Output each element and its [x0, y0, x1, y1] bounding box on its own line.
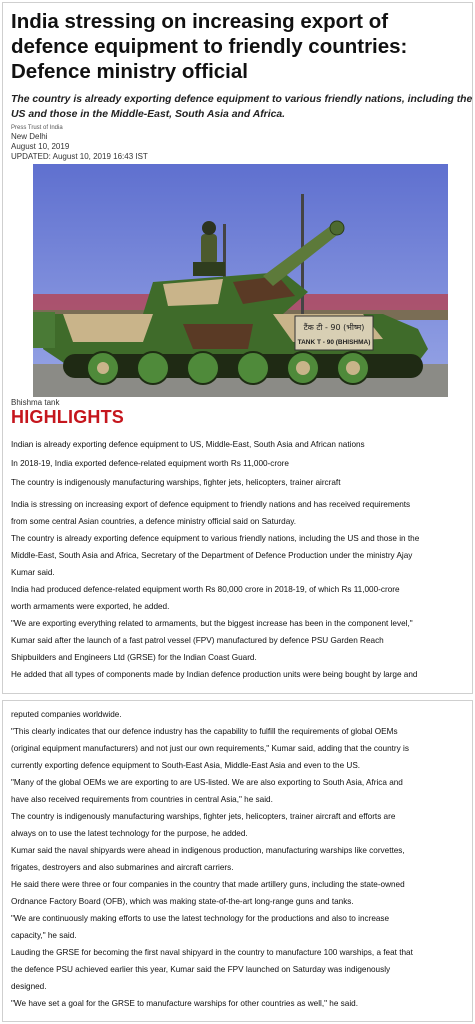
news-agency: Press Trust of India	[11, 125, 63, 131]
body-line: reputed companies worldwide.	[11, 710, 122, 719]
body-line: from some central Asian countries, a defence ministry official said on Saturday.	[11, 517, 297, 526]
article-page-1	[2, 2, 473, 694]
body-line: frigates, destroyers and also submarines and aircraft carriers.	[11, 863, 234, 872]
highlight-item: In 2018-19, India exported defence-related equipment worth Rs 11,000-crore	[11, 459, 289, 468]
highlight-item: Indian is already exporting defence equipment to US, Middle-East, South Asia and African nations	[11, 440, 365, 449]
article-body-part2	[11, 706, 471, 1012]
highlights-list	[11, 435, 471, 492]
body-line: have also received requirements from countries in central Asia," he said.	[11, 795, 273, 804]
article-page-2	[2, 700, 473, 1022]
article-meta	[11, 124, 148, 162]
article-headline	[11, 9, 471, 84]
body-line: currently exporting defence equipment to South-East Asia, Middle-East Asia and even to the US.	[11, 761, 361, 770]
tank-plate-hindi: टैंक टी - 90 (भीष्म)	[303, 323, 365, 332]
photo-caption: Bhishma tank	[11, 398, 60, 407]
body-line: Kumar said the naval shipyards were ahead in indigenous production, manufacturing warships like corvettes,	[11, 846, 405, 855]
body-line: India had produced defence-related equipment worth Rs 80,000 crore in 2018-19, of which Rs 11,000-crore	[11, 585, 400, 594]
body-line: Kumar said after the launch of a fast patrol vessel (FPV) manufactured by defence PSU Garden Reach	[11, 636, 384, 645]
body-line: He said there were three or four companies in the country that made artillery guns, including the state-owned	[11, 880, 405, 889]
body-line: (original equipment manufacturers) and not just our own requirements," Kumar said, adding that the country is	[11, 744, 409, 753]
article-summary	[11, 92, 473, 122]
headline-line: defence equipment to friendly countries:	[11, 35, 408, 58]
publish-date: August 10, 2019	[11, 142, 70, 151]
body-line: Ordnance Factory Board (OFB), which was making state-of-the-art long-range guns and tanks.	[11, 897, 354, 906]
body-line: Lauding the GRSE for becoming the first naval shipyard in the country to manufacture 100 warships, a feat that	[11, 948, 413, 957]
summary-line: The country is already exporting defence equipment to various friendly nations, including the	[11, 94, 473, 105]
summary-line: US and those in the Middle-East, South Asia and Africa.	[11, 109, 286, 120]
body-line: the defence PSU achieved earlier this year, Kumar said the FPV launched on Saturday was indigenously	[11, 965, 391, 974]
body-line: Shipbuilders and Engineers Ltd (GRSE) for the Indian Coast Guard.	[11, 653, 257, 662]
body-line: Middle-East, South Asia and Africa, Secretary of the Department of Defence Production under the ministry Ajay	[11, 551, 413, 560]
body-line: "We are exporting everything related to armaments, but the biggest increase has been in the component level,"	[11, 619, 413, 628]
body-line: India is stressing on increasing export of defence equipment to friendly nations and has received requirements	[11, 500, 411, 509]
body-line: The country is indigenously manufacturing warships, fighter jets, helicopters, trainer aircraft and efforts are	[11, 812, 396, 821]
body-line: "This clearly indicates that our defence industry has the capability to fulfill the requirements of global OEMs	[11, 727, 398, 736]
body-line: The country is already exporting defence equipment to various friendly nations, including the US and those in the	[11, 534, 420, 543]
headline-line: Defence ministry official	[11, 60, 248, 83]
body-line: He added that all types of components made by Indian defence production units were being bought by large and	[11, 670, 418, 679]
article-body-part1	[11, 496, 471, 683]
body-line: "We have set a goal for the GRSE to manufacture warships for other countries as well," he said.	[11, 999, 358, 1008]
dateline-location: New Delhi	[11, 132, 48, 141]
highlight-item: The country is indigenously manufacturing warships, fighter jets, helicopters, trainer aircraft	[11, 478, 341, 487]
tank-plate-english: TANK T - 90 (BHISHMA)	[297, 339, 371, 346]
body-line: Kumar said.	[11, 568, 55, 577]
tank-illustration	[33, 164, 448, 397]
updated-timestamp: UPDATED: August 10, 2019 16:43 IST	[11, 152, 148, 161]
body-line: capacity," he said.	[11, 931, 77, 940]
body-line: "Many of the global OEMs we are exporting to are US-listed. We are also exporting to South Asia, Africa and	[11, 778, 403, 787]
body-line: designed.	[11, 982, 47, 991]
highlights-heading: HIGHLIGHTS	[11, 407, 124, 427]
body-line: always on to use the latest technology for the purpose, he added.	[11, 829, 248, 838]
tank-photo	[33, 164, 448, 397]
body-line: worth armaments were exported, he added.	[11, 602, 170, 611]
headline-line: India stressing on increasing export of	[11, 10, 389, 33]
body-line: "We are continuously making efforts to use the latest technology for the productions and also to increase	[11, 914, 390, 923]
